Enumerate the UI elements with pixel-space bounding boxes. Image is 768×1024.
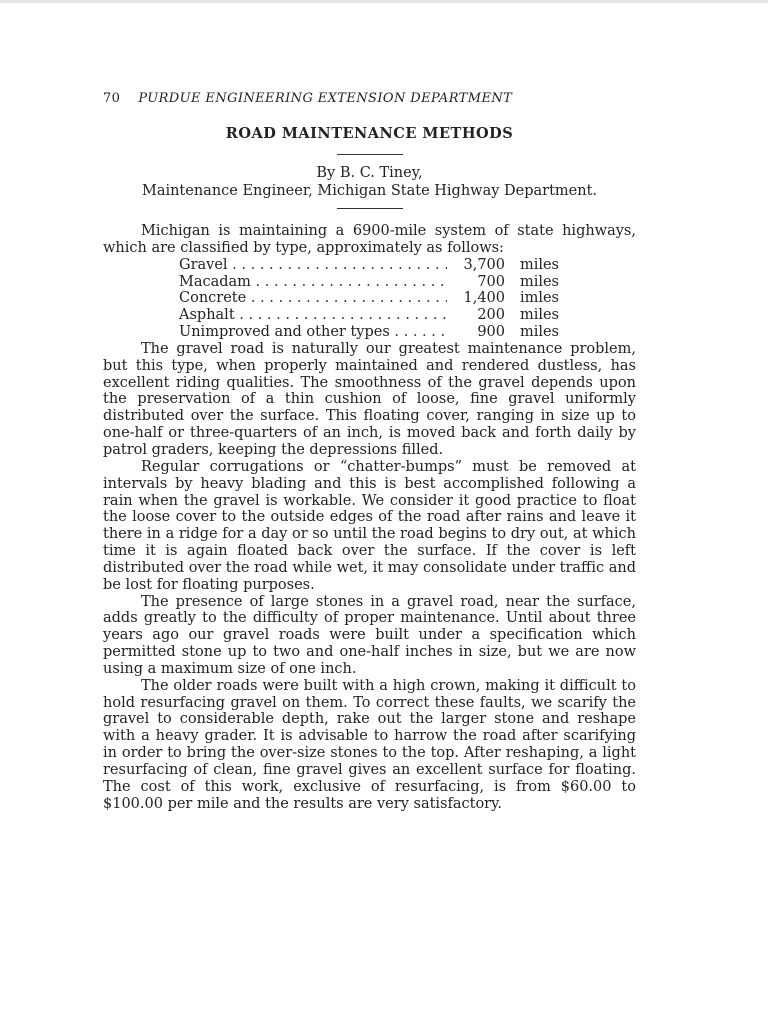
road-type: Unimproved and other types . . . [179,324,447,341]
road-mileage: 200 [477,307,505,324]
mileage-row-unimproved [179,324,559,341]
paragraph-corrugations: Regular corrugations or “chatter-bumps” must be removed at intervals by heavy blading and this is best accomplished following a rain when the gravel is workable. We consider it good practice to float the loose cover to the outside edges of the road after rains and leave it there in a ridge for a day or so until the road begins to dry out, at which time it is again floated back over the surface. If the cover is left distributed over the road while wet, it may consolidate under traffic and be lost for floating purposes. [103,458,636,593]
mileage-table [179,257,559,341]
road-type: Gravel . . . [179,257,447,274]
author-byline: By B. C. Tiney, [316,165,423,181]
paragraph-gravel-road: The gravel road is naturally our greatest maintenance problem, but this type, when properly maintained and rendered dustless, has excellent riding qualities. The smoothness of the gravel depends upon the preservation of a thin cushion of loose, fine gravel uniformly distributed over the surface. This floating cover, ranging in size up to one-half or three-quarters of an inch, is moved back and forth daily by patrol graders, keeping the depressions filled. [103,340,636,458]
mileage-row-macadam [179,274,559,291]
byline-divider [337,208,403,209]
title-divider [337,154,403,155]
paragraph-large-stones: The presence of large stones in a gravel road, near the surface, adds greatly to the difficulty of proper maintenance. Until about three years ago our gravel roads were built under a specification which permitted stone up to two and one-half inches in size, but we are now using a maximum size of one inch. [103,593,636,677]
mileage-unit: miles [519,273,559,290]
intro-paragraph: Michigan is maintaining a 6900-mile system of state highways, which are classified by type, approximately as follows: [103,223,636,256]
mileage-row-asphalt [179,307,559,324]
road-mileage: 1,400 [463,290,505,307]
mileage-row-concrete [179,290,559,307]
mileage-unit: miles [519,256,559,273]
running-header [103,90,636,108]
road-mileage: 700 [477,273,505,290]
road-type: Concrete . . . [179,290,447,307]
mileage-unit: miles [519,324,559,341]
road-mileage: 3,700 [463,256,505,273]
department-name: PURDUE ENGINEERING EXTENSION DEPARTMENT [138,91,513,106]
mileage-row-gravel [179,257,559,274]
mileage-unit: miles [519,307,559,324]
mileage-unit: imles [519,290,559,307]
road-type: Asphalt . . . [179,307,447,324]
author-affiliation: Maintenance Engineer, Michigan State Highway Department. [141,183,598,199]
scan-top-edge [0,0,768,3]
paragraph-older-roads: The older roads were built with a high crown, making it difficult to hold resurfacing gravel on them. To correct these faults, we scarify the gravel to considerable depth, rake out the larger stone and reshape with a heavy grader. It is advisable to harrow the road after scarifying in order to bring the over-size stones to the top. After reshaping, a light resurfacing of clean, fine gravel gives an excellent surface for floating. The cost of this work, exclusive of resurfacing, is from $60.00 to $100.00 per mile and the results are very satisfactory. [103,677,636,812]
road-type: Macadam . . . [179,274,447,291]
page-number: 70 [103,91,121,106]
article-title: ROAD MAINTENANCE METHODS [225,125,514,142]
road-mileage: 900 [477,324,505,341]
page [103,90,636,813]
